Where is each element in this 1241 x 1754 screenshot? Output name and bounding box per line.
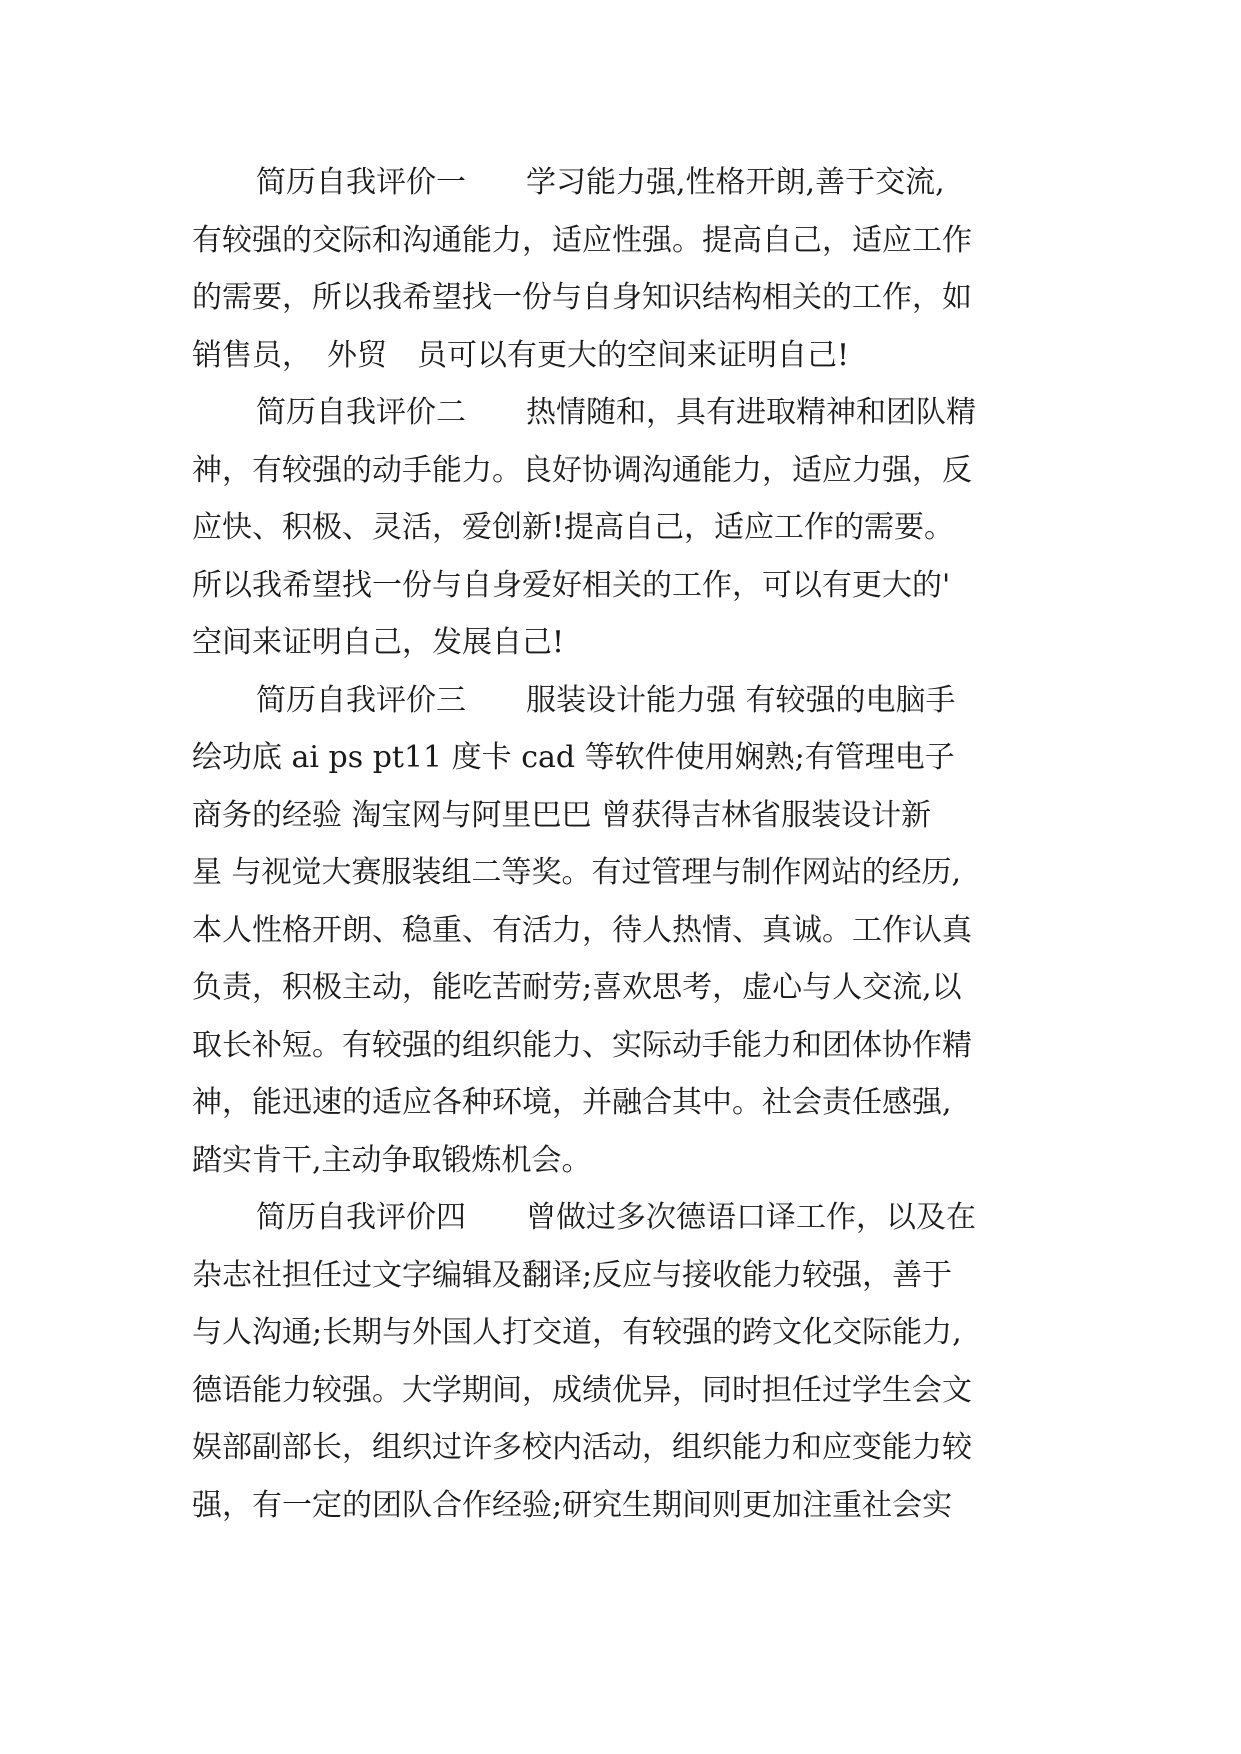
text-line: 空间来证明自己，发展自己! bbox=[192, 625, 565, 660]
text-line: 与人沟通;长期与外国人打交道，有较强的跨文化交际能力, bbox=[192, 1315, 962, 1350]
paragraph-4-heading-line: 简历自我评价四 曾做过多次德语口译工作，以及在 bbox=[256, 1200, 976, 1235]
text-line: 本人性格开朗、稳重、有活力，待人热情、真诚。工作认真 bbox=[192, 912, 972, 948]
paragraph-2-heading-line: 简历自我评价二 热情随和，具有进取精神和团队精 bbox=[256, 395, 976, 430]
text-line: 神，有较强的动手能力。良好协调沟通能力，适应力强，反 bbox=[192, 452, 972, 488]
text-line: 杂志社担任过文字编辑及翻译;反应与接收能力较强，善于 bbox=[192, 1257, 953, 1293]
paragraph-1-heading-line: 简历自我评价一 学习能力强,性格开朗,善于交流, bbox=[256, 165, 945, 200]
document-body bbox=[192, 154, 1052, 1534]
text-line: 销售员， 外贸 员可以有更大的空间来证明自己! bbox=[192, 337, 850, 373]
text-line: 踏实肯干,主动争取锻炼机会。 bbox=[192, 1142, 592, 1178]
text-line: 应快、积极、灵活，爱创新!提高自己，适应工作的需要。 bbox=[192, 510, 955, 545]
text-line: 商务的经验 淘宝网与阿里巴巴 曾获得吉林省服装设计新 bbox=[192, 797, 932, 833]
text-line: 有较强的交际和沟通能力，适应性强。提高自己，适应工作 bbox=[192, 222, 972, 258]
paragraph-3-heading-line: 简历自我评价三 服装设计能力强 有较强的电脑手 bbox=[256, 682, 956, 718]
text-line: 所以我希望找一份与自身爱好相关的工作，可以有更大的' bbox=[192, 567, 951, 603]
text-line: 绘功底 ai ps pt11 度卡 cad 等软件使用娴熟;有管理电子 bbox=[192, 740, 955, 775]
text-line: 负责，积极主动，能吃苦耐劳;喜欢思考，虚心与人交流,以 bbox=[192, 970, 962, 1005]
text-line: 娱部副部长，组织过许多校内活动，组织能力和应变能力较 bbox=[192, 1430, 972, 1465]
text-line: 取长补短。有较强的组织能力、实际动手能力和团体协作精 bbox=[192, 1027, 972, 1063]
text-line: 的需要，所以我希望找一份与自身知识结构相关的工作，如 bbox=[192, 280, 972, 315]
text-line: 德语能力较强。大学期间，成绩优异，同时担任过学生会文 bbox=[192, 1372, 972, 1408]
text-line: 神，能迅速的适应各种环境，并融合其中。社会责任感强, bbox=[192, 1085, 952, 1120]
text-line: 强，有一定的团队合作经验;研究生期间则更加注重社会实 bbox=[192, 1487, 953, 1523]
text-line: 星 与视觉大赛服装组二等奖。有过管理与制作网站的经历, bbox=[192, 855, 962, 890]
